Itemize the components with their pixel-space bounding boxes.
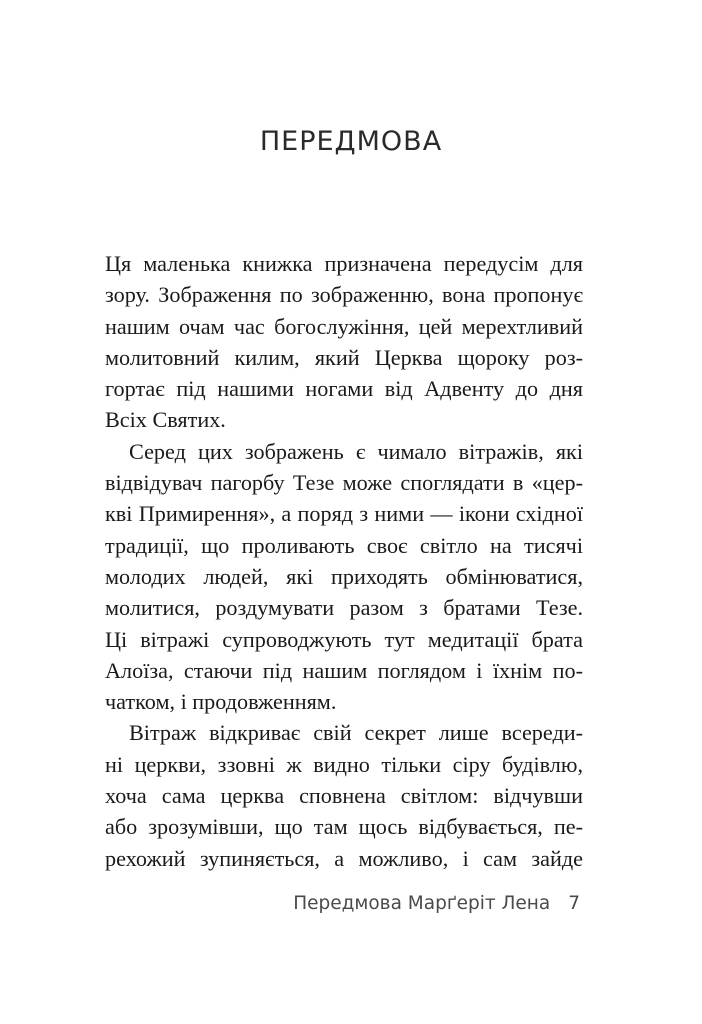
text-line: Ця маленька книжка призначена передусім для	[105, 251, 583, 276]
page-footer	[293, 890, 580, 918]
text-line: молитовний килим, який Церква щороку роз-	[105, 344, 583, 370]
page-number: 7	[568, 893, 580, 914]
text-line: Алоїза, стаючи під нашим поглядом і їхнім по-	[105, 657, 583, 683]
text-line: рехожий зупиняється, а можливо, і сам зайде	[105, 845, 583, 871]
text-line: зору. Зображення по зображенню, вона пропонує	[105, 282, 583, 308]
text-line: молитися, роздумувати разом з братами Тезе.	[105, 595, 583, 621]
text-line: нашим очам час богослужіння, цей мерехтливий	[105, 313, 583, 339]
text-line: відвідувач пагорбу Тезе може споглядати в «цер-	[105, 470, 583, 496]
text-line: традиції, що проливають своє світло на тисячі	[105, 532, 583, 558]
text-line: Ці вітражі супроводжують тут медитації брата	[105, 626, 583, 652]
text-line: гортає під нашими ногами від Адвенту до дня	[105, 376, 583, 402]
text-line: хоча сама церква сповнена світлом: відчувши	[105, 783, 583, 809]
paragraph	[105, 248, 583, 436]
paragraph	[105, 436, 583, 718]
running-head: Передмова Марґеріт Лена	[293, 893, 551, 914]
text-line: молодих людей, які приходять обмінюватися,	[105, 563, 583, 589]
text-line: ні церкви, ззовні ж видно тільки сіру будівлю,	[105, 751, 583, 777]
text-line: Всіх Святих.	[105, 407, 226, 433]
text-line: чатком, і продовженням.	[105, 689, 337, 715]
chapter-title: ПЕРЕДМОВА	[259, 126, 443, 157]
text-line: або зрозумівши, що там щось відбувається, пе-	[105, 814, 583, 840]
text-line: Серед цих зображень є чимало вітражів, які	[129, 438, 583, 464]
paragraph	[105, 717, 583, 873]
text-line: кві Примирення», а поряд з ними — ікони східної	[105, 501, 583, 527]
body-text	[105, 248, 583, 874]
text-line: Вітраж відкриває свій секрет лише всереди-	[129, 720, 583, 746]
